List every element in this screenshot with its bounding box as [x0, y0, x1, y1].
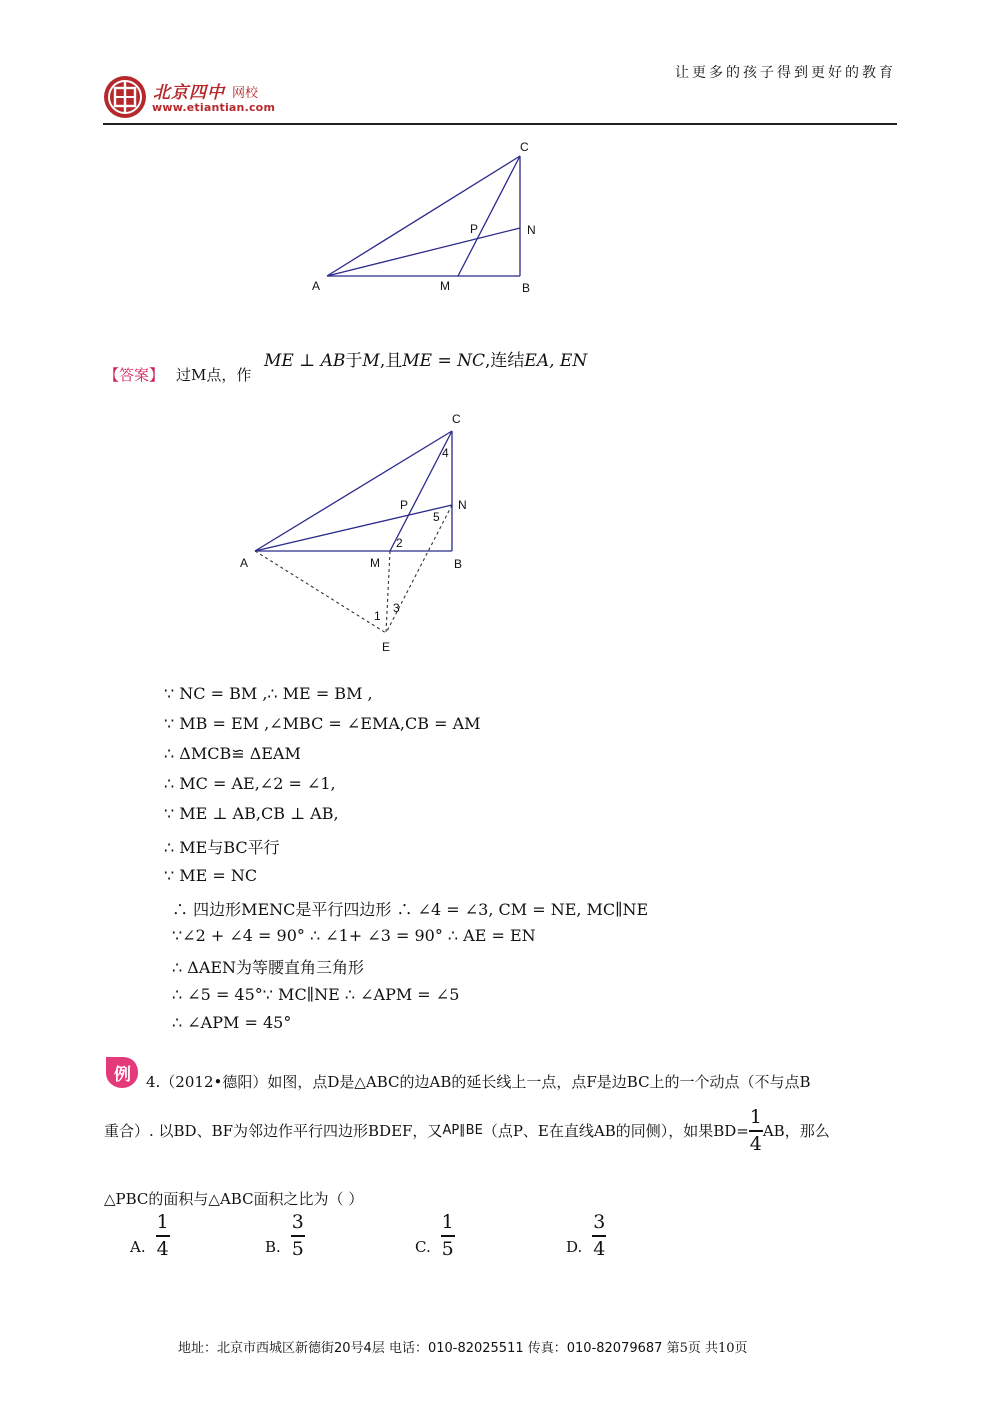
svg-text:例: 例: [114, 1065, 131, 1085]
answer-lead: 过M点，作: [176, 366, 252, 384]
footer: [178, 1337, 748, 1356]
answer-formula: ME ⊥ AB于M,且ME = NC,连结EA, EN: [264, 351, 588, 371]
proof-step-6: ∴ ME与BC平行: [164, 838, 280, 857]
proof-step-7: ∵ ME = NC: [164, 866, 258, 885]
option-d[interactable]: D. $\frac{3}{4}$: [566, 1211, 606, 1260]
label-m: M: [440, 279, 450, 293]
proof-step-11: ∴ ∠5 = 45°∵ MC∥NE ∴ ∠APM = ∠5: [172, 985, 460, 1004]
figure-triangle-1: [300, 135, 560, 300]
label-p: P: [470, 222, 479, 236]
label-n: N: [527, 223, 536, 237]
label-c: C: [520, 140, 529, 154]
segment-an: [327, 228, 520, 276]
proof-step-5: ∵ ME ⊥ AB,CB ⊥ AB,: [164, 804, 339, 823]
logo-url: www.etiantian.com: [152, 101, 276, 114]
angle-4: 4: [442, 446, 449, 460]
proof-step-1: ∵ NC = BM ,∴ ME = BM ,: [164, 684, 373, 703]
segment-an: [255, 505, 452, 551]
question-line-2: 重合）. 以BD、BF为邻边作平行四边形BDEF，又 AP∥BE （点P、E在直线AB的同侧），如果BD= $\frac{1}{4}$ AB，那么: [104, 1106, 830, 1155]
option-c[interactable]: C. $\frac{1}{5}$: [415, 1211, 454, 1260]
example-badge-icon: [104, 1055, 140, 1089]
header-divider: [103, 123, 897, 125]
label-p: P: [400, 498, 409, 512]
option-a[interactable]: A. $\frac{1}{4}$: [130, 1211, 169, 1260]
segment-ac: [327, 156, 520, 276]
question-line-3: △PBC的面积与△ABC面积之比为（ ）: [104, 1190, 364, 1208]
proof-step-2: ∵ MB = EM ,∠MBC = ∠EMA,CB = AM: [164, 714, 481, 733]
angle-1: 1: [374, 609, 381, 623]
proof-step-3: ∴ ΔMCB≌ ΔEAM: [164, 744, 301, 763]
segment-ae: [255, 551, 386, 633]
label-a: A: [240, 556, 249, 570]
label-c: C: [452, 412, 461, 426]
footer-address: 地址：北京市西城区新德街20号4层 电话：010-82025511 传真：010-82079687: [178, 1341, 663, 1356]
proof-step-10: ∴ ΔAEN为等腰直角三角形: [172, 958, 365, 977]
fraction-one-quarter: $\frac{1}{4}$: [749, 1106, 762, 1155]
angle-5: 5: [433, 510, 440, 524]
label-b: B: [522, 281, 531, 295]
angle-3: 3: [393, 601, 400, 615]
proof-step-9: ∵∠2 + ∠4 = 90° ∴ ∠1+ ∠3 = 90° ∴ AE = EN: [172, 926, 536, 945]
logo-net: 网校: [232, 86, 259, 101]
question-line-1: 4.（2012•德阳）如图，点D是△ABC的边AB的延长线上一点，点F是边BC上的一个动点（不与点B: [146, 1073, 811, 1091]
logo-text: 北京四中: [153, 83, 225, 103]
proof-step-4: ∴ MC = AE,∠2 = ∠1,: [164, 774, 336, 793]
label-b: B: [454, 557, 463, 571]
label-n: N: [458, 498, 467, 512]
label-m: M: [370, 556, 380, 570]
segment-mc: [458, 156, 520, 276]
footer-page: 第5页 共10页: [666, 1341, 748, 1356]
answer-tag: 【答案】: [104, 366, 165, 384]
figure-triangle-2: [228, 405, 488, 660]
label-e: E: [382, 640, 391, 654]
segment-ac: [255, 431, 452, 551]
proof-step-12: ∴ ∠APM = 45°: [172, 1013, 292, 1032]
angle-2: 2: [396, 536, 403, 550]
proof-step-8: ∴ 四边形MENC是平行四边形 ∴ ∠4 = ∠3, CM = NE, MC∥NE: [172, 900, 649, 919]
option-b[interactable]: B. $\frac{3}{5}$: [265, 1211, 304, 1260]
segment-me: [386, 551, 390, 633]
header-slogan: 让更多的孩子得到更好的教育: [675, 65, 896, 81]
label-a: A: [312, 279, 321, 293]
